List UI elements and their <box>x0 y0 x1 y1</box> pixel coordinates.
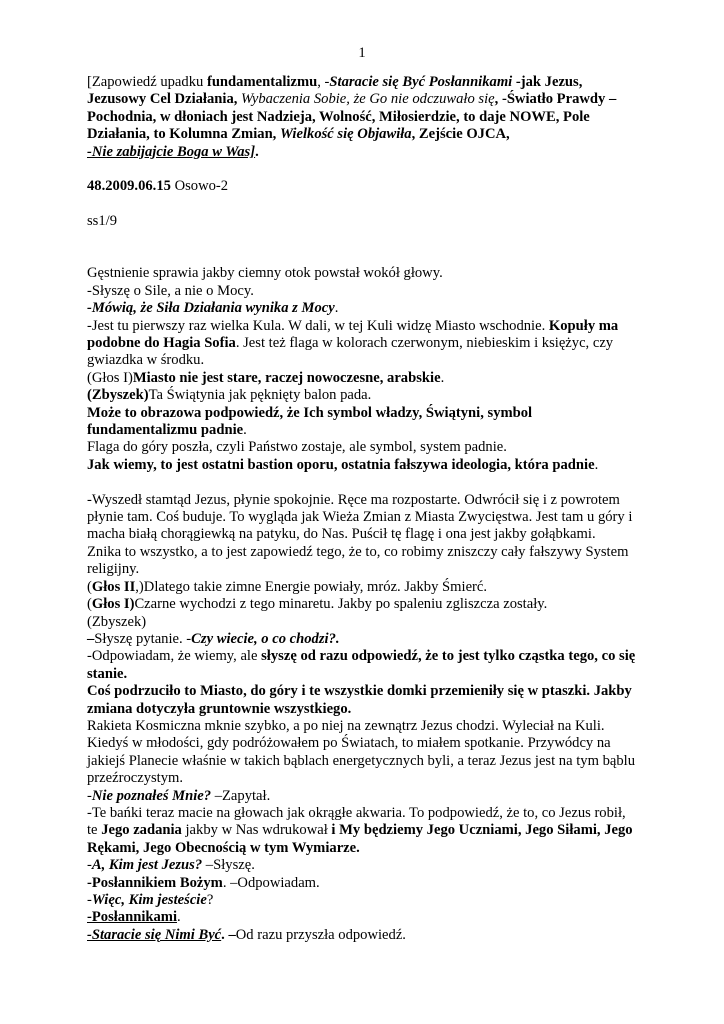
text-run: Coś podrzuciło to Miasto, do góry i te wszystkie domki przemieniły się w ptaszki. Jakby <box>87 683 632 700</box>
text-run: Głos I) <box>91 596 135 613</box>
text-run: Jezusowy Cel Działania, <box>87 91 238 108</box>
text-run: stanie. <box>87 665 128 682</box>
text-run: podobne do Hagia Sofia <box>87 335 236 352</box>
text-line <box>87 631 647 648</box>
text-line <box>87 857 647 874</box>
text-run: Rakieta Kosmiczna mknie szybko, a po niej na zewnątrz Jezus chodzi. Wyleciał na Kuli. <box>87 717 605 734</box>
text-run: . <box>334 300 339 317</box>
text-run: Czarne wychodzi z tego minaretu. Jakby po spaleniu zgliszcza zostały. <box>134 596 548 613</box>
text-run: Nie poznałeś Mnie? <box>91 787 212 804</box>
text-run: -jak Jezus, <box>512 74 583 90</box>
text-run: [Zapowiedź upadku <box>87 74 207 90</box>
text-run: Wielkość się Objawiła <box>280 126 412 143</box>
text-run: Więc, Kim jesteście <box>91 892 207 909</box>
text-run: –Słyszę. <box>202 857 255 874</box>
page-number: 1 <box>358 45 366 61</box>
text-run: jakiejś Planecie właśnie w takich bąblach energetycznych byli, a teraz Jezus jest na tym bąblu <box>87 752 636 769</box>
text-line <box>87 283 647 300</box>
text-run: przeźroczystym. <box>87 770 184 787</box>
text-run: Wybaczenia Sobie, że Go nie odczuwało się <box>241 91 495 108</box>
text-run: -Mówią, że Siła Działania wynika z Mocy <box>87 300 335 317</box>
text-run: fundamentalizmu <box>206 74 318 90</box>
text-line <box>87 579 647 596</box>
text-line <box>87 596 647 613</box>
text-line <box>87 544 647 561</box>
text-line <box>87 352 647 369</box>
text-run: Znika to wszystko, a to jest zapowiedź tego, że to, co robimy zniszczy cały fałszywy System <box>87 543 629 560</box>
text-line <box>87 335 647 352</box>
text-run: Słyszę pytanie. - <box>94 630 192 647</box>
text-run: Flaga do góry poszła, czyli Państwo zostaje, ale symbol, system padnie. <box>87 439 507 456</box>
text-run: ss1/9 <box>87 213 118 230</box>
text-run: Kopuły ma <box>548 317 619 334</box>
text-line <box>87 318 647 335</box>
text-line <box>87 701 647 718</box>
date-line <box>87 178 647 195</box>
text-run: –Zapytał. <box>211 787 271 804</box>
text-run: Staracie się Być Posłannikami <box>329 74 513 90</box>
text-line <box>87 213 647 230</box>
text-run: zmiana dotyczyła gruntownie wszystkiego. <box>87 700 352 717</box>
text-line <box>87 753 647 770</box>
text-line <box>87 875 647 892</box>
text-run: Jak wiemy, to jest ostatni bastion oporu, ostatnia fałszywa ideologia, która padnie <box>87 456 595 473</box>
text-run: . <box>440 369 445 386</box>
text-run: Osowo-2 <box>170 178 229 195</box>
text-line <box>87 109 647 126</box>
text-run: . Jest też flaga w kolorach czerwonym, niebieskim i księżyc, czy <box>235 335 614 352</box>
text-run: ( <box>87 596 92 613</box>
text-run: ? <box>206 892 214 909</box>
text-run: . –Odpowiadam. <box>222 874 320 891</box>
paragraph-2 <box>87 492 647 945</box>
text-run: Gęstnienie sprawia jakby ciemny otok powstał wokół głowy. <box>87 265 443 282</box>
text-run: . <box>594 456 599 473</box>
text-run: -Posłannikami <box>87 909 178 926</box>
text-run: Rękami, Jego Obecnością w tym Wymiarze. <box>87 839 360 856</box>
text-line <box>87 387 647 404</box>
text-line <box>87 74 647 91</box>
text-line <box>87 370 647 387</box>
text-line <box>87 178 647 195</box>
text-line <box>87 492 647 509</box>
document-code <box>87 213 647 230</box>
text-line <box>87 648 647 665</box>
text-line <box>87 144 647 161</box>
text-run: -Nie zabijajcie Boga w Was] <box>87 143 256 160</box>
text-line <box>87 457 647 474</box>
text-run: . – <box>221 926 236 943</box>
text-run: - <box>87 857 92 874</box>
text-line <box>87 822 647 839</box>
text-run: ,)Dlatego takie zimne Energie powiały, mróz. Jakby Śmierć. <box>135 578 488 595</box>
text-run: gwiazdka w środku. <box>87 352 205 369</box>
text-run: -Wyszedł stamtąd Jezus, płynie spokojnie. Ręce ma rozpostarte. Odwrócił się i z powrotem <box>87 491 620 508</box>
text-run: religijny. <box>87 561 140 578</box>
text-line <box>87 892 647 909</box>
text-run: Miasto nie jest stare, raczej nowoczesne, arabskie <box>132 369 441 386</box>
text-run: -Te bańki teraz macie na głowach jak okrągłe akwaria. To podpowiedź, że to, co Jezus robił, <box>87 804 626 821</box>
text-run: i My będziemy Jego Uczniami, Jego Siłami, Jego <box>331 822 633 839</box>
text-run: -Posłannikiem Bożym <box>87 874 223 891</box>
text-run: Czy wiecie, o co chodzi?. <box>191 630 340 647</box>
text-line <box>87 927 647 944</box>
text-line <box>87 561 647 578</box>
text-run: słyszę od razu odpowiedź, że to jest tylko cząstka tego, co się <box>261 648 636 665</box>
text-line <box>87 788 647 805</box>
text-line <box>87 265 647 282</box>
text-run: Kiedyś w młodości, gdy podróżowałem po Światach, to miałem spotkanie. Przywódcy na <box>87 735 611 752</box>
text-run: -Odpowiadam, że wiemy, ale <box>87 648 262 665</box>
text-run: Ta Świątynia jak pęknięty balon pada. <box>148 387 372 404</box>
document-body <box>87 74 647 944</box>
text-run: jakby w Nas wdrukował <box>181 822 332 839</box>
text-run: , -Światło Prawdy – <box>494 91 617 108</box>
text-run: -Słyszę o Sile, a nie o Mocy. <box>87 282 254 299</box>
text-run: Głos II <box>91 578 136 595</box>
text-run: - <box>87 892 92 909</box>
text-run: . <box>243 422 247 439</box>
text-run: . <box>177 909 181 926</box>
text-run: fundamentalizmu padnie <box>87 422 244 439</box>
text-line <box>87 126 647 143</box>
text-run: , - <box>317 74 330 90</box>
text-run: . <box>255 143 259 160</box>
text-run: (Zbyszek) <box>87 387 149 404</box>
text-run: - <box>87 787 92 804</box>
text-run: A, Kim jest Jezus? <box>91 857 203 874</box>
text-line <box>87 735 647 752</box>
text-line <box>87 509 647 526</box>
text-run: macha białą chorągiewką na patyku, do Nas. Puścił tę flagę i ona jest jakby gołąbkami. <box>87 526 596 543</box>
paragraph-1 <box>87 265 647 474</box>
text-run: płynie tam. Coś buduje. To wygląda jak Wieża Zmian z Miasta Zwycięstwa. Jest tam u góry i <box>87 509 633 526</box>
text-run: – <box>87 630 95 647</box>
text-line <box>87 526 647 543</box>
text-line <box>87 683 647 700</box>
text-run: Może to obrazowa podpowiedź, że Ich symbol władzy, Świątyni, symbol <box>87 404 533 421</box>
text-line <box>87 909 647 926</box>
text-run: -Jest tu pierwszy raz wielka Kula. W dali, w tej Kuli widzę Miasto wschodnie. <box>87 317 549 334</box>
text-line <box>87 805 647 822</box>
text-line <box>87 439 647 456</box>
text-run: (Głos I) <box>87 369 133 386</box>
text-run: Pochodnia, w dłoniach jest Nadzieja, Wolność, Miłosierdzie, to daje NOWE, Pole <box>87 108 590 125</box>
text-line <box>87 300 647 317</box>
text-run: , Zejście OJCA, <box>411 126 510 143</box>
text-run: -Staracie się Nimi Być <box>87 926 222 943</box>
text-line <box>87 91 647 108</box>
text-run: Od razu przyszła odpowiedź. <box>235 926 406 943</box>
text-line <box>87 422 647 439</box>
header-block <box>87 74 647 161</box>
text-run: ( <box>87 578 92 595</box>
text-line <box>87 405 647 422</box>
text-run: Jego zadania <box>101 822 182 839</box>
text-line <box>87 770 647 787</box>
text-run: 48.2009.06.15 <box>87 178 171 195</box>
text-run: Działania, to Kolumna Zmian, <box>87 126 277 143</box>
text-line <box>87 666 647 683</box>
text-run: (Zbyszek) <box>87 613 147 630</box>
text-run: te <box>87 822 102 839</box>
text-line <box>87 718 647 735</box>
text-line <box>87 614 647 631</box>
text-line <box>87 840 647 857</box>
